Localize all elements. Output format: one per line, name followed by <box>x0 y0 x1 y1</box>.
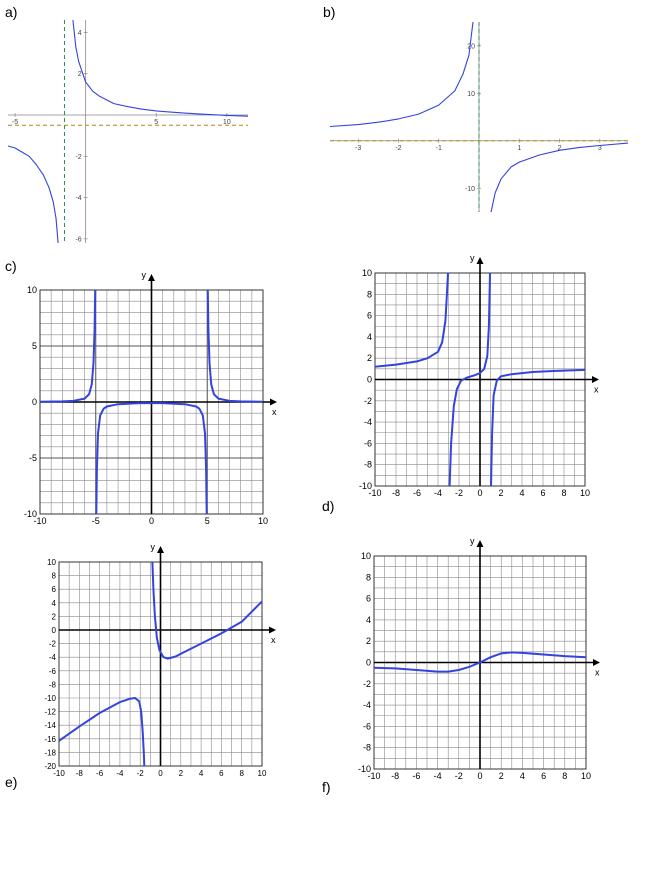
chart-e <box>44 542 276 778</box>
x-tick-label: 6 <box>540 488 546 498</box>
x-tick-label: 10 <box>257 516 269 526</box>
y-axis-label: y <box>470 536 475 546</box>
y-tick-label: -12 <box>44 707 56 717</box>
y-tick-label: -8 <box>363 459 372 470</box>
y-tick-label: -6 <box>362 721 371 732</box>
chart-b <box>330 22 628 212</box>
y-tick-label: -14 <box>44 721 56 731</box>
x-tick-label: 8 <box>561 488 567 498</box>
y-tick-label: -10 <box>357 764 371 774</box>
x-tick-label: 0 <box>477 488 483 498</box>
x-tick-label: 1 <box>517 144 522 152</box>
x-tick-label: 2 <box>498 488 504 498</box>
curve-branch-1 <box>59 698 144 766</box>
x-tick-label: -8 <box>391 771 400 781</box>
y-axis-arrow <box>477 540 484 547</box>
x-tick-label: -6 <box>412 488 422 498</box>
y-axis-label: y <box>150 542 155 552</box>
y-tick-label: 2 <box>77 71 82 79</box>
y-tick-label: -16 <box>44 734 56 744</box>
label-e: e) <box>5 774 18 790</box>
y-tick-label: 0 <box>366 374 372 385</box>
y-axis-arrow <box>477 257 484 264</box>
label-f: f) <box>322 779 331 795</box>
x-tick-label: 8 <box>239 769 244 778</box>
y-tick-label: -10 <box>23 509 37 519</box>
y-tick-label: 10 <box>360 551 371 561</box>
x-tick-label: -10 <box>33 516 47 526</box>
y-tick-label: -2 <box>75 153 82 161</box>
x-tick-label: -2 <box>136 769 144 778</box>
x-tick-label: 0 <box>477 771 483 781</box>
y-tick-label: 8 <box>366 289 372 300</box>
y-axis-label: y <box>470 253 475 263</box>
y-tick-label: -10 <box>358 481 372 491</box>
chart-c <box>24 270 277 526</box>
x-tick-label: -4 <box>433 488 443 498</box>
y-tick-label: 8 <box>51 571 56 581</box>
y-tick-label: 20 <box>467 43 475 51</box>
y-tick-label: 2 <box>51 612 56 622</box>
y-axis-arrow <box>157 546 164 553</box>
x-tick-label: -5 <box>11 118 19 126</box>
x-tick-label: 2 <box>557 144 562 152</box>
label-d: d) <box>322 498 335 514</box>
chart-f <box>358 536 600 781</box>
curve-branch-1 <box>375 273 448 367</box>
y-tick-label: 6 <box>51 585 56 595</box>
y-tick-label: -2 <box>48 639 56 649</box>
y-tick-label: -4 <box>363 417 372 428</box>
y-tick-label: -6 <box>48 666 56 676</box>
x-tick-label: -10 <box>368 488 382 498</box>
y-tick-label: 8 <box>365 572 371 583</box>
y-tick-label: -4 <box>362 700 371 711</box>
y-tick-label: 5 <box>31 341 37 351</box>
y-tick-label: 10 <box>361 268 372 278</box>
curve-branch-2 <box>491 143 628 212</box>
y-tick-label: 0 <box>51 626 56 635</box>
x-tick-label: 4 <box>198 769 204 778</box>
y-tick-label: 10 <box>26 285 37 295</box>
y-tick-label: 4 <box>51 598 56 608</box>
y-axis-arrow <box>148 274 155 281</box>
chart-a <box>8 20 248 243</box>
y-tick-label: -4 <box>75 195 82 203</box>
y-tick-label: 2 <box>366 353 372 364</box>
x-tick-label: 10 <box>257 769 267 778</box>
x-tick-label: -2 <box>454 488 464 498</box>
y-tick-label: -6 <box>363 438 372 449</box>
x-tick-label: 4 <box>519 771 525 781</box>
y-tick-label: -20 <box>44 762 56 771</box>
x-axis-arrow <box>593 659 600 666</box>
x-tick-label: -8 <box>75 769 83 778</box>
y-tick-label: 6 <box>366 310 372 321</box>
y-tick-label: 4 <box>77 29 82 37</box>
x-axis-label: x <box>595 667 600 678</box>
x-tick-label: 2 <box>498 771 504 781</box>
x-tick-label: -3 <box>355 144 362 152</box>
x-tick-label: 6 <box>219 769 224 778</box>
x-tick-label: -5 <box>91 516 100 526</box>
curve-branch-1 <box>330 22 473 127</box>
x-axis-label: x <box>272 407 277 417</box>
x-axis-label: x <box>594 384 599 395</box>
x-tick-label: 5 <box>204 516 210 526</box>
x-tick-label: 8 <box>562 771 568 781</box>
x-tick-label: 10 <box>580 771 592 781</box>
x-tick-label: -6 <box>412 771 421 781</box>
chart-d <box>359 253 599 498</box>
x-axis-arrow <box>270 399 277 406</box>
y-tick-label: -5 <box>28 453 37 463</box>
label-b: b) <box>323 4 336 20</box>
y-tick-label: -10 <box>44 694 56 703</box>
x-tick-label: 4 <box>519 488 525 498</box>
x-tick-label: -10 <box>53 769 65 778</box>
y-tick-label: -10 <box>464 185 475 193</box>
y-tick-label: -6 <box>75 236 82 244</box>
x-tick-label: -10 <box>367 771 381 781</box>
y-tick-label: -18 <box>44 748 56 758</box>
x-tick-label: -6 <box>96 769 104 778</box>
x-tick-label: 5 <box>154 118 159 126</box>
curve-branch-2 <box>8 146 58 243</box>
x-axis-arrow <box>592 376 599 383</box>
y-tick-label: -4 <box>48 653 56 663</box>
y-tick-label: 0 <box>31 397 37 407</box>
curve-branch-1 <box>73 20 248 116</box>
y-tick-label: -2 <box>362 678 371 689</box>
x-tick-label: -1 <box>435 144 442 152</box>
x-axis-arrow <box>269 627 276 634</box>
x-tick-label: -4 <box>116 769 124 778</box>
x-tick-label: 6 <box>541 771 547 781</box>
y-tick-label: 6 <box>365 593 371 604</box>
y-tick-label: 4 <box>365 614 371 625</box>
y-tick-label: -8 <box>48 680 56 690</box>
x-tick-label: -2 <box>454 771 463 781</box>
x-tick-label: 10 <box>222 118 231 126</box>
y-tick-label: 4 <box>366 331 372 342</box>
x-tick-label: 10 <box>579 488 591 498</box>
x-tick-label: 3 <box>597 144 602 152</box>
curve-branch-3 <box>491 370 585 486</box>
y-axis-label: y <box>141 270 146 280</box>
x-tick-label: 2 <box>178 769 184 778</box>
label-c: c) <box>5 258 17 274</box>
x-tick-label: 0 <box>148 516 155 526</box>
y-tick-label: 10 <box>47 558 56 567</box>
label-a: a) <box>5 4 18 20</box>
x-tick-label: 0 <box>158 769 163 778</box>
y-tick-label: 2 <box>365 636 371 647</box>
y-tick-label: 0 <box>365 657 371 668</box>
x-tick-label: -4 <box>433 771 442 781</box>
y-tick-label: -8 <box>362 742 371 753</box>
y-tick-label: 10 <box>467 90 475 98</box>
y-tick-label: -2 <box>363 395 372 406</box>
curve-branch-2 <box>152 562 262 659</box>
x-axis-label: x <box>271 635 276 645</box>
x-tick-label: -8 <box>391 488 401 498</box>
x-tick-label: -2 <box>395 144 402 152</box>
